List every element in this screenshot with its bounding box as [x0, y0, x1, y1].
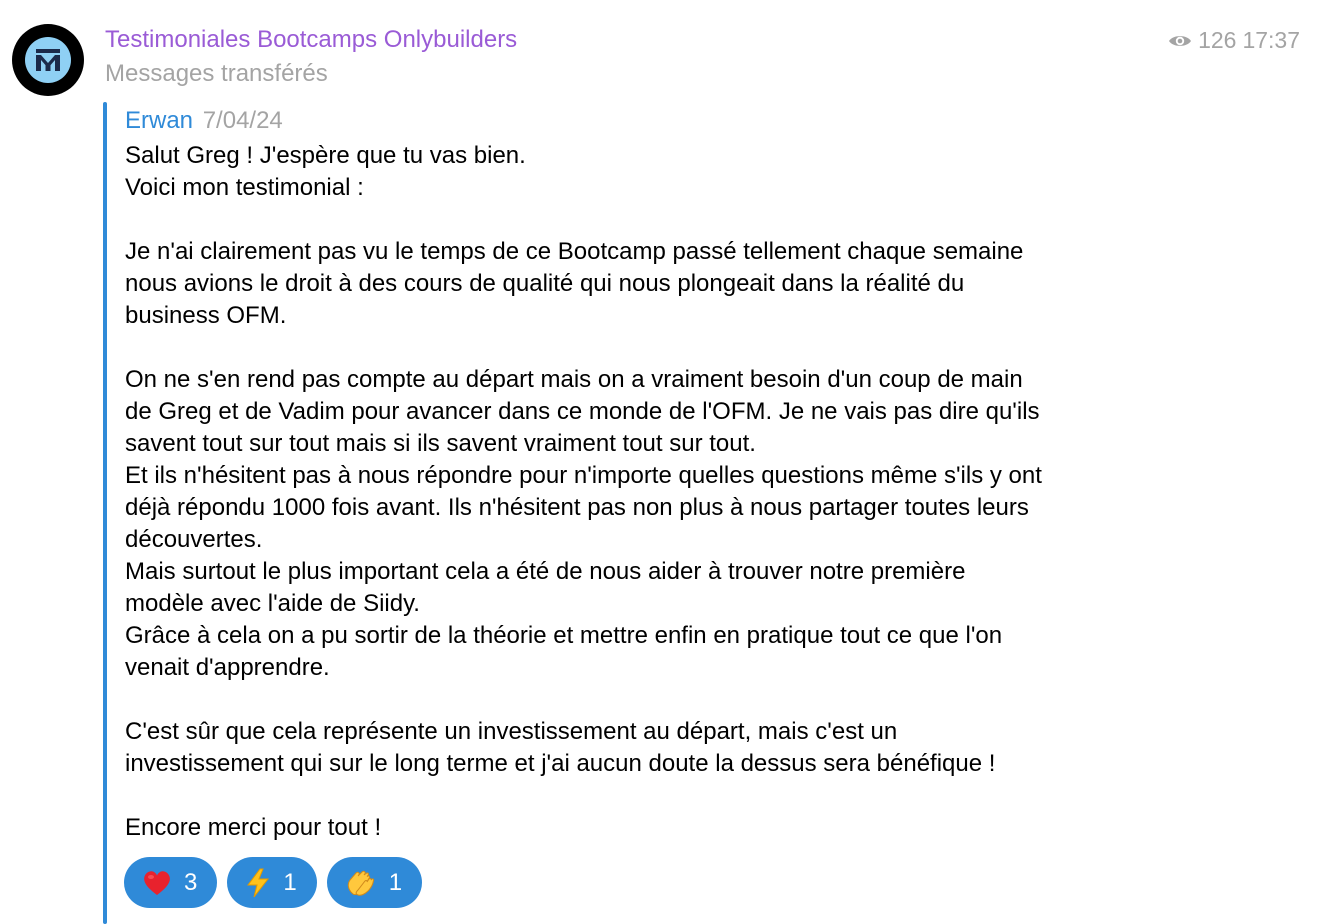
eye-icon: [1168, 33, 1192, 49]
channel-avatar[interactable]: [12, 24, 84, 96]
reaction-button[interactable]: [124, 857, 217, 908]
logo-icon: [25, 37, 71, 83]
message-line: venait d'apprendre.: [125, 654, 330, 681]
message-line: Et ils n'hésitent pas à nous répondre pour n'importe quelles questions même s'ils y ont: [125, 462, 1042, 489]
message-line: C'est sûr que cela représente un investissement au départ, mais c'est un: [125, 718, 898, 745]
message-line: [125, 684, 1295, 716]
message-line: Encore merci pour tout !: [125, 814, 382, 841]
reactions-bar: [124, 857, 422, 908]
message-line: nous avions le droit à des cours de qualité qui nous plongeait dans la réalité du: [125, 270, 965, 297]
clapping-hands-icon: [345, 868, 377, 898]
reaction-count: 1: [388, 868, 403, 896]
reaction-button[interactable]: [327, 857, 422, 908]
message-line: Voici mon testimonial :: [125, 174, 364, 201]
message-line: déjà répondu 1000 fois avant. Ils n'hésitent pas non plus à nous partager toutes leurs: [125, 494, 1029, 521]
reaction-button[interactable]: [227, 857, 316, 908]
message-line: Mais surtout le plus important cela a été de nous aider à trouver notre première: [125, 558, 966, 585]
channel-name[interactable]: Testimoniales Bootcamps Onlybuilders: [105, 26, 518, 53]
message-line: Grâce à cela on a pu sortir de la théorie et mettre enfin en pratique tout ce que l'on: [125, 622, 1003, 649]
message-line: modèle avec l'aide de Siidy.: [125, 590, 420, 617]
message-meta: [1168, 27, 1300, 54]
message-text: [125, 140, 1295, 844]
message-line: [125, 332, 1295, 364]
forwarded-quote-bar: [103, 102, 107, 924]
lightning-icon: [245, 868, 271, 898]
message-line: On ne s'en rend pas compte au départ mais on a vraiment besoin d'un coup de main: [125, 366, 1023, 393]
forwarded-subtitle: Messages transférés: [105, 60, 328, 87]
message-time: 17:37: [1242, 27, 1300, 53]
forwarded-header: [125, 107, 283, 135]
message-line: investissement qui sur le long terme et j'ai aucun doute la dessus sera bénéfique !: [125, 750, 996, 777]
message-line: savent tout sur tout mais si ils savent vraiment tout sur tout.: [125, 430, 756, 457]
view-count: 126: [1198, 27, 1237, 53]
heart-icon: [142, 869, 172, 897]
forwarded-author[interactable]: Erwan: [125, 107, 194, 134]
message-line: Je n'ai clairement pas vu le temps de ce Bootcamp passé tellement chaque semaine: [125, 238, 1024, 265]
message-line: Salut Greg ! J'espère que tu vas bien.: [125, 142, 526, 169]
message-line: découvertes.: [125, 526, 263, 553]
reaction-count: 1: [283, 868, 297, 896]
message-line: [125, 780, 1295, 812]
message-line: [125, 204, 1295, 236]
forwarded-date: 7/04/24: [202, 107, 283, 134]
reaction-count: 3: [184, 868, 198, 896]
message-line: business OFM.: [125, 302, 287, 329]
message-line: de Greg et de Vadim pour avancer dans ce monde de l'OFM. Je ne vais pas dire qu'ils: [125, 398, 1040, 425]
